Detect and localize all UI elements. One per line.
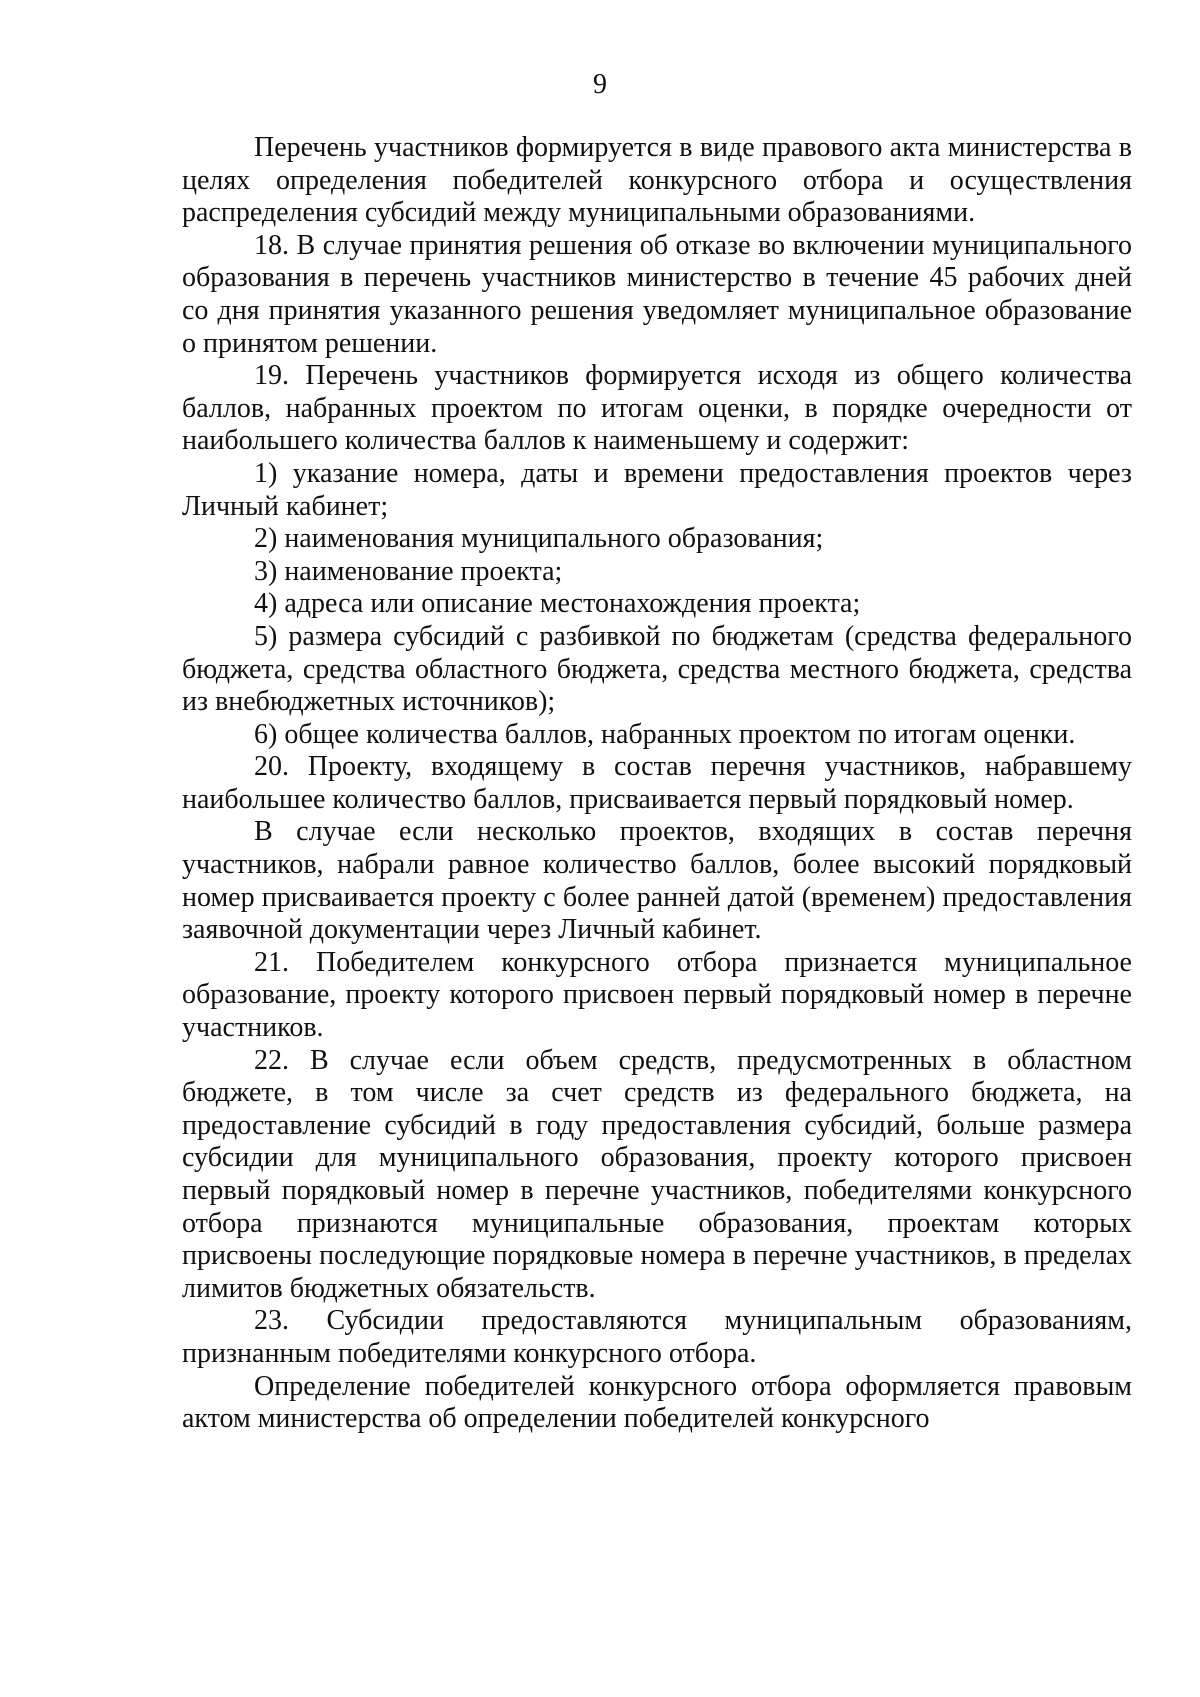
list-item-1: 1) указание номера, даты и времени предоставления проектов через Личный кабинет; <box>182 457 1132 522</box>
paragraph-20-equal-scores: В случае если несколько проектов, входящих в состав перечня участников, набрали равное количество баллов, более высокий порядковый номер присваивается проекту с более ранней датой (временем) предоставления заявочной документации через Личный кабинет. <box>182 816 1132 946</box>
page-number: 9 <box>593 69 607 100</box>
paragraph-20: 20. Проекту, входящему в состав перечня участников, набравшему наибольшее количество баллов, присваивается первый порядковый номер. <box>182 751 1132 815</box>
list-item-5: 5) размера субсидий с разбивкой по бюджетам (средства федерального бюджета, средства областного бюджета, средства местного бюджета, средства из внебюджетных источников); <box>182 620 1132 718</box>
paragraph-22: 22. В случае если объем средств, предусмотренных в областном бюджете, в том числе за счет средств из федерального бюджета, на предоставление субсидий в году предоставления субсидий, больше размера субсидии для муниципального образования, проекту которого присвоен первый порядковый номер в перечне участников, победителями конкурсного отбора признаются муниципальные образования, проектам которых присвоены последующие порядковые номера в перечне участников, в пределах лимитов бюджетных обязательств. <box>182 1044 1132 1304</box>
paragraph-21: 21. Победителем конкурсного отбора признается муниципальное образование, проекту которого присвоен первый порядковый номер в перечне участников. <box>182 946 1132 1044</box>
list-item-4: 4) адреса или описание местонахождения проекта; <box>254 588 861 620</box>
paragraph-18: 18. В случае принятия решения об отказе во включении муниципального образования в перечень участников министерство в течение 45 рабочих дней со дня принятия указанного решения уведомляет муниципальное образование о принятом решении. <box>182 229 1132 359</box>
paragraph-23-determination: Определение победителей конкурсного отбора оформляется правовым актом министерства об определении победителей конкурсного <box>182 1370 1132 1435</box>
list-item-2: 2) наименования муниципального образования; <box>254 523 824 555</box>
paragraph-23: 23. Субсидии предоставляются муниципальным образованиям, признанным победителями конкурсного отбора. <box>182 1305 1132 1369</box>
paragraph-participants-list-purpose: Перечень участников формируется в виде правового акта министерства в целях определения победителей конкурсного отбора и осуществления распределения субсидий между муниципальными образованиями. <box>182 132 1132 229</box>
list-item-3: 3) наименование проекта; <box>254 555 563 587</box>
document-body <box>182 132 1132 1436</box>
paragraph-19: 19. Перечень участников формируется исходя из общего количества баллов, набранных проектом по итогам оценки, в порядке очередности от наибольшего количества баллов к наименьшему и содержит: <box>182 360 1132 457</box>
list-item-6: 6) общее количества баллов, набранных проектом по итогам оценки. <box>254 718 1076 750</box>
